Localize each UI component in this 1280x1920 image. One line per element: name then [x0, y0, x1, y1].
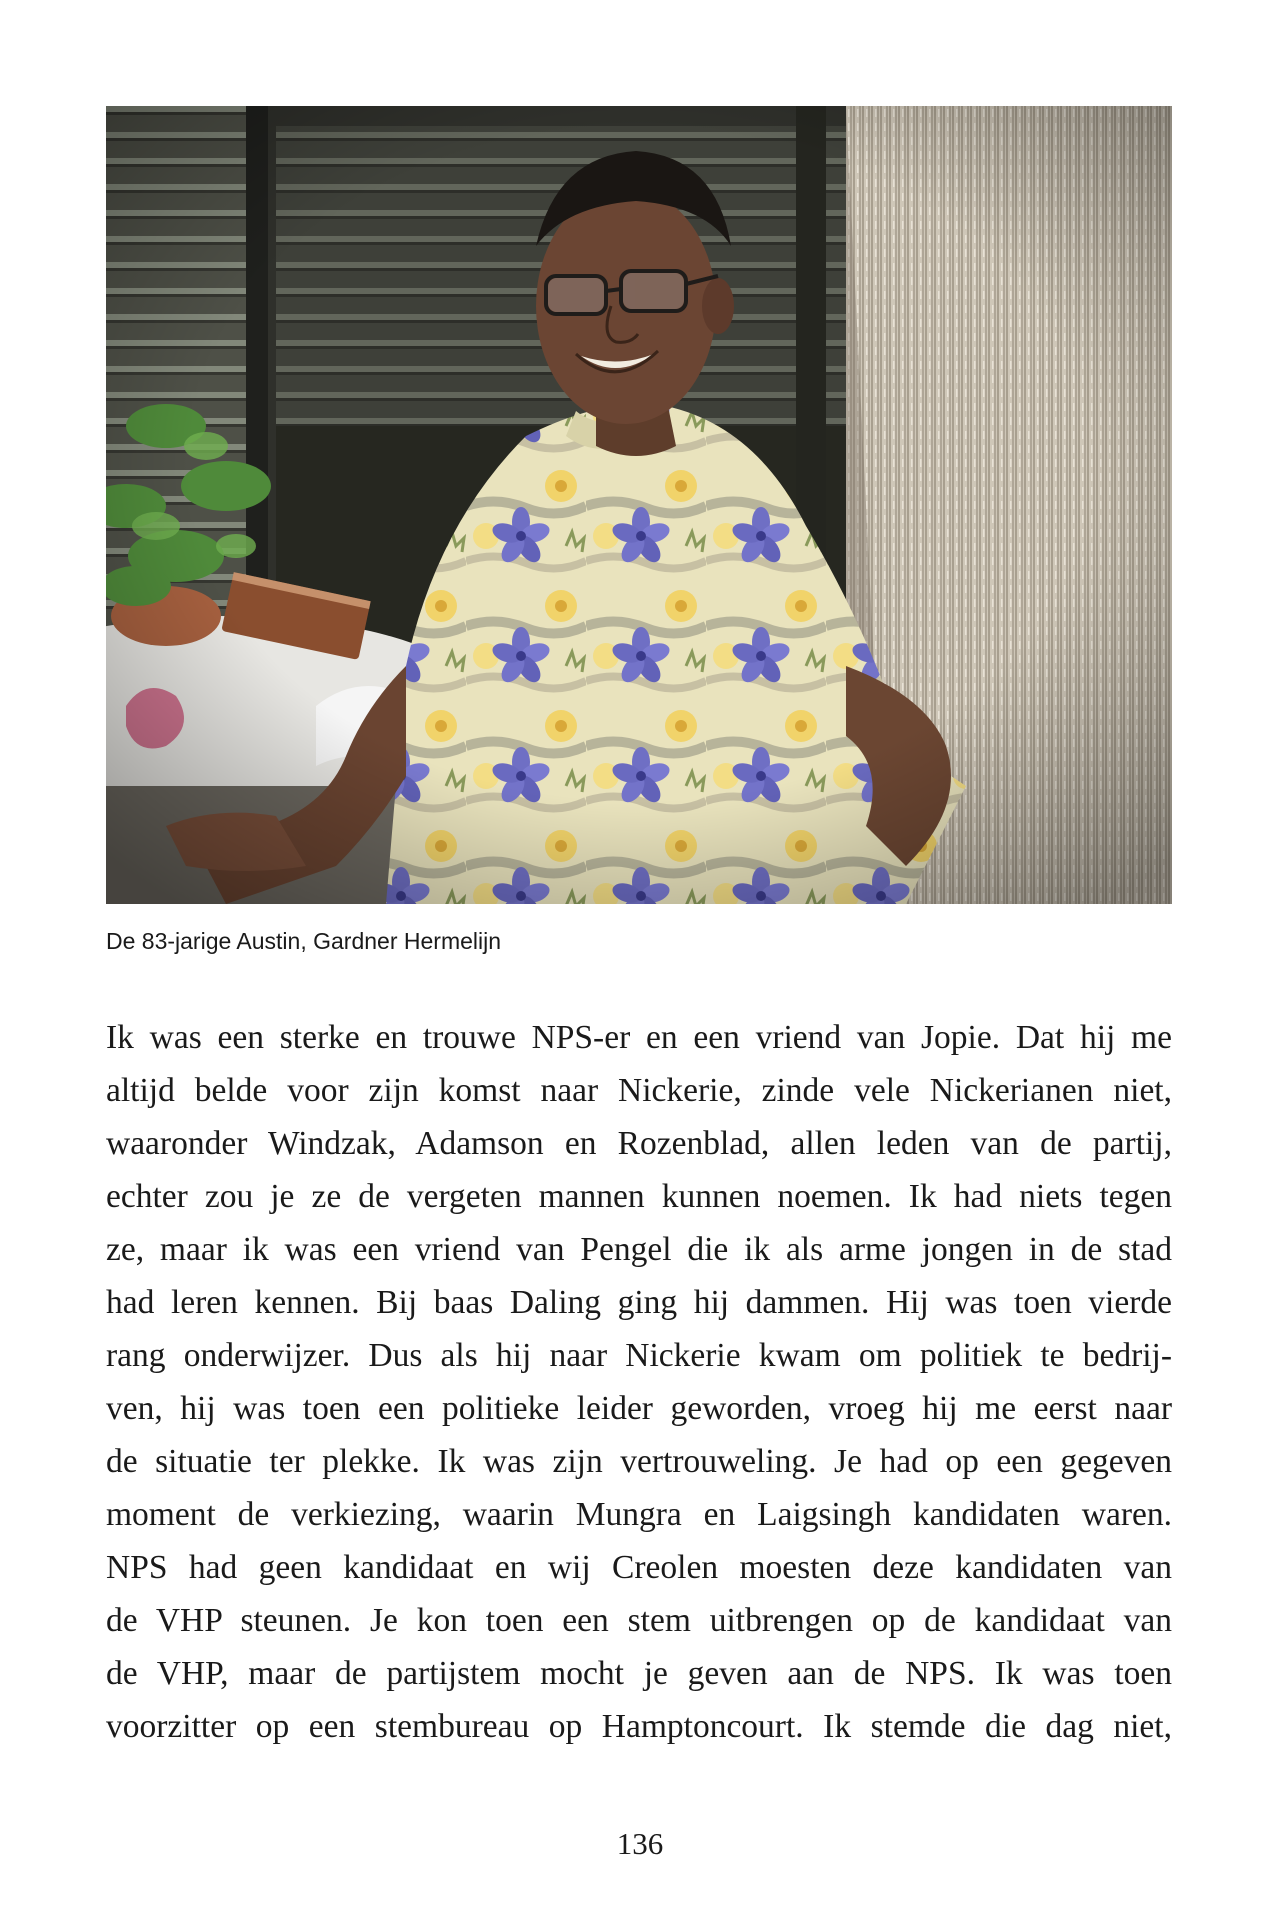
page-number: 136: [616, 1826, 664, 1861]
text-line: de VHP, maar de partijstem mocht je geven aan de NPS. Ik was toen: [106, 1655, 1172, 1692]
text-line: echter zou je ze de vergeten mannen kunnen noemen. Ik had niets tegen: [106, 1178, 1172, 1215]
photo-caption: De 83-jarige Austin, Gardner Hermelijn: [106, 928, 502, 954]
text-line: de situatie ter plekke. Ik was zijn vertrouweling. Je had op een gegeven: [106, 1443, 1172, 1480]
text-line: moment de verkiezing, waarin Mungra en Laigsingh kandidaten waren.: [106, 1496, 1172, 1533]
body-paragraph: [106, 1011, 1172, 1753]
portrait-photo-illustration: [106, 106, 1172, 904]
text-line: had leren kennen. Bij baas Daling ging hij dammen. Hij was toen vierde: [106, 1284, 1172, 1321]
text-line: de VHP steunen. Je kon toen een stem uitbrengen op de kandidaat van: [106, 1602, 1172, 1639]
text-line: ze, maar ik was een vriend van Pengel die ik als arme jongen in de stad: [106, 1231, 1172, 1268]
text-line: voorzitter op een stembureau op Hamptoncourt. Ik stemde die dag niet,: [106, 1708, 1172, 1745]
text-line: waaronder Windzak, Adamson en Rozenblad, allen leden van de partij,: [106, 1125, 1172, 1162]
portrait-photo: [106, 106, 1172, 904]
text-line: rang onderwijzer. Dus als hij naar Nickerie kwam om politiek te bedrij-: [106, 1337, 1172, 1374]
text-line: Ik was een sterke en trouwe NPS-er en een vriend van Jopie. Dat hij me: [106, 1019, 1172, 1056]
text-line: altijd belde voor zijn komst naar Nickerie, zinde vele Nickerianen niet,: [106, 1072, 1172, 1109]
text-line: ven, hij was toen een politieke leider geworden, vroeg hij me eerst naar: [106, 1390, 1172, 1427]
text-line: NPS had geen kandidaat en wij Creolen moesten deze kandidaten van: [106, 1549, 1172, 1586]
